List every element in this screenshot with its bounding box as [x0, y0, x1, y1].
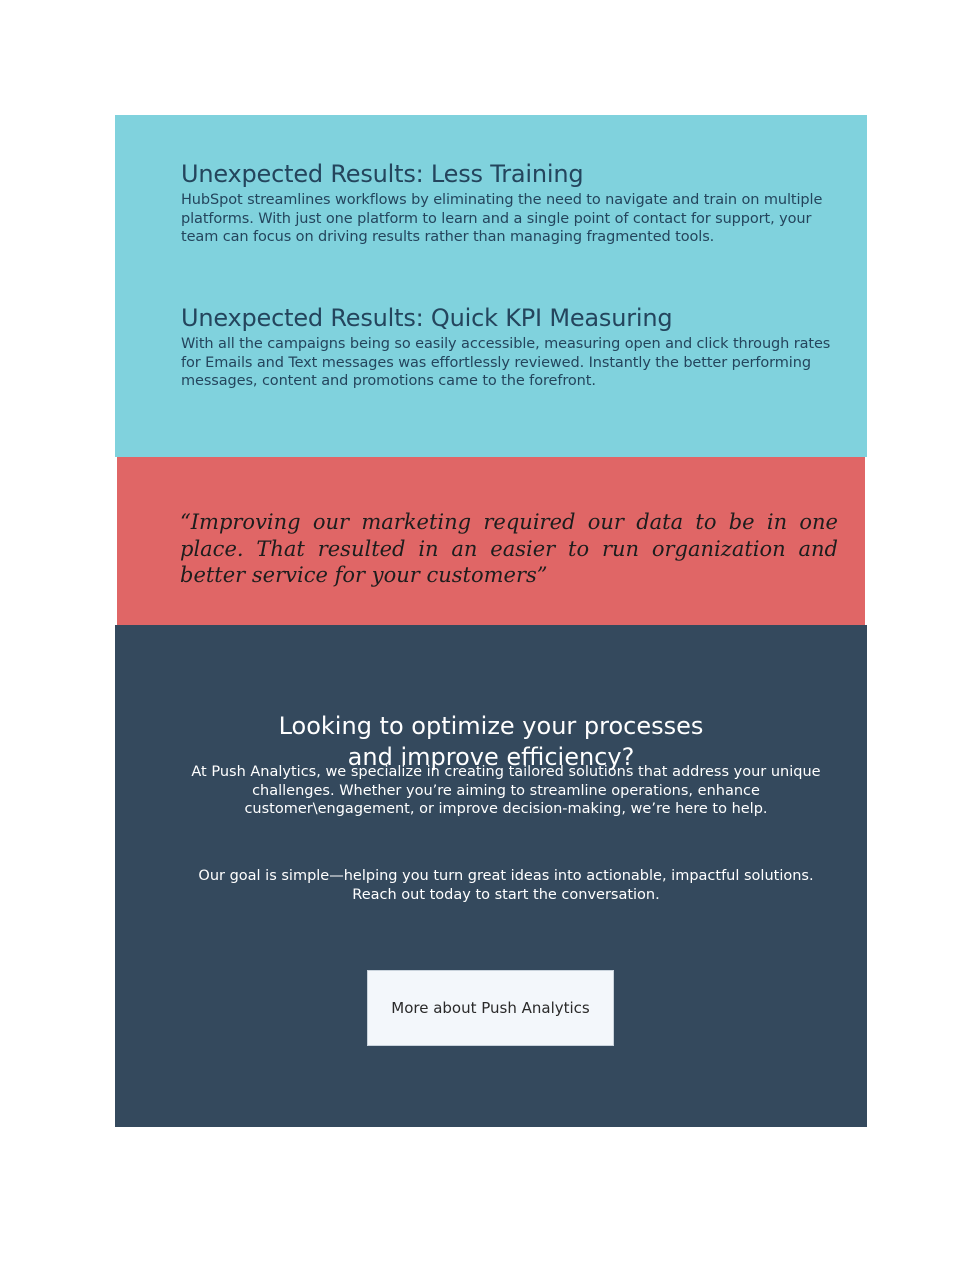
cta-paragraph-1: At Push Analytics, we specialize in creating tailored solutions that address your unique challenges. Whether you’re aiming to streamline operations, enhance customer\engagement, or improve decision-making, we’re here to help.	[191, 764, 821, 817]
testimonial-section	[117, 457, 865, 625]
cta-title-line-1: Looking to optimize your processes	[278, 712, 704, 740]
results-section	[115, 115, 867, 457]
cta-paragraph-2: Our goal is simple—helping you turn great ideas into actionable, impactful solutions. Reach out today to start the conversation.	[198, 868, 814, 903]
result-title: Unexpected Results: Less Training	[181, 160, 584, 188]
result-kpi-measuring	[181, 304, 843, 391]
result-body: With all the campaigns being so easily accessible, measuring open and click through rates for Emails and Text messages was effortlessly reviewed. Instantly the better performing messages, content and promotions came to the forefront.	[181, 336, 831, 389]
result-body: HubSpot streamlines workflows by eliminating the need to navigate and train on multiple platforms. With just one platform to learn and a single point of contact for support, your team can focus on driving results rather than managing fragmented tools.	[181, 192, 823, 245]
result-title: Unexpected Results: Quick KPI Measuring	[181, 304, 673, 332]
cta-section	[115, 625, 867, 1127]
cta-title-line-2: and improve efficiency?	[347, 743, 635, 771]
more-about-button[interactable]: More about Push Analytics	[367, 970, 614, 1046]
result-less-training	[181, 160, 843, 247]
testimonial-quote: “Improving our marketing required our data to be in one place. That resulted in an easier to run organization and better service for your customers”	[180, 510, 838, 587]
